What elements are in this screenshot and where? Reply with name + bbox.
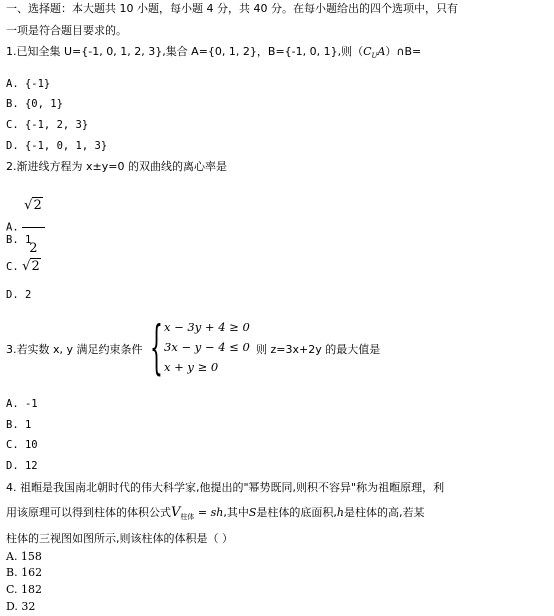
question-4-option-d: D. 32: [6, 600, 36, 613]
constraint-2: 3x − y − 4 ≤ 0: [164, 340, 250, 354]
question-4-option-c: C. 182: [6, 583, 43, 596]
fraction-numerator: √2: [22, 186, 45, 228]
question-4-line-3: 柱体的三视图如图所示,则该柱体的体积是（ ）: [6, 532, 233, 545]
question-1-option-c: C. {-1, 2, 3}: [6, 119, 89, 131]
question-4-line-2-a: 用该原理可以得到柱体的体积公式: [6, 506, 171, 519]
question-1-stem-text: 1.已知全集 U={-1, 0, 1, 2, 3},集合 A={0, 1, 2}，B={-1, 0, 1},则（: [6, 45, 364, 58]
question-4-line-2-d: 是柱体的高,若某: [343, 506, 425, 519]
section-header-line-1: 一、选择题：本大题共 10 小题，每小题 4 分，共 40 分。在每小题给出的四个选项中，只有: [6, 2, 458, 15]
question-3-option-d: D. 12: [6, 460, 38, 472]
area-symbol: S: [248, 506, 257, 519]
question-3-stem-prefix: 3.若实数 x, y 满足约束条件: [6, 343, 143, 356]
sqrt-radicand: 2: [31, 259, 40, 274]
question-3-option-c: C. 10: [6, 439, 38, 451]
question-2-option-a-prefix: A.: [6, 221, 19, 234]
constraint-system: [150, 313, 250, 381]
question-4-line-2-c: 是柱体的底面积,: [256, 506, 337, 519]
volume-formula: = sh: [194, 506, 224, 519]
question-2-option-d: D. 2: [6, 289, 32, 301]
question-3-option-a: A. -1: [6, 398, 38, 410]
sqrt2-over-2-fraction: [22, 186, 45, 269]
left-brace-icon: {: [150, 313, 163, 381]
height-symbol: h: [336, 506, 344, 519]
question-1-option-a: A. {-1}: [6, 78, 51, 90]
complement-symbol: C: [363, 45, 372, 58]
question-3-option-b: B. 1: [6, 419, 32, 431]
constraint-3: x + y ≥ 0: [164, 360, 219, 374]
question-4-line-2-b: ,其中: [223, 506, 249, 519]
question-3-stem-suffix: 则 z=3x+2y 的最大值是: [256, 343, 381, 356]
question-2-option-b: B. 1: [6, 234, 32, 246]
section-header-line-2: 一项是符合题目要求的。: [6, 24, 127, 37]
volume-subscript: 柱体: [180, 513, 195, 521]
volume-symbol: V: [171, 505, 181, 520]
question-1-option-b: B. {0, 1}: [6, 98, 63, 110]
question-2-option-c-prefix: C.: [6, 261, 19, 273]
fraction-denominator: 2: [29, 241, 38, 256]
question-2-option-c: [6, 260, 41, 274]
sqrt2-expression: √2: [22, 259, 40, 274]
question-2-stem: 2.渐进线方程为 x±y=0 的双曲线的离心率是: [6, 160, 227, 173]
complement-set: A: [377, 45, 386, 58]
question-4-line-2: [6, 506, 424, 521]
question-1-stem-tail: ）∩B=: [385, 45, 422, 58]
constraint-1: x − 3y + 4 ≥ 0: [164, 320, 250, 334]
question-4-line-1: 4. 祖暅是我国南北朝时代的伟大科学家,他提出的"幂势既同,则积不容异"称为祖暅原理，利: [6, 481, 445, 494]
question-4-option-a: A. 158: [6, 550, 42, 563]
question-1-option-d: D. {-1, 0, 1, 3}: [6, 140, 108, 152]
numerator-radicand: 2: [33, 198, 42, 213]
complement-subscript: U: [371, 52, 378, 60]
question-2-option-a: [6, 186, 45, 269]
question-4-option-b: B. 162: [6, 566, 43, 579]
question-1-stem: [6, 45, 421, 60]
